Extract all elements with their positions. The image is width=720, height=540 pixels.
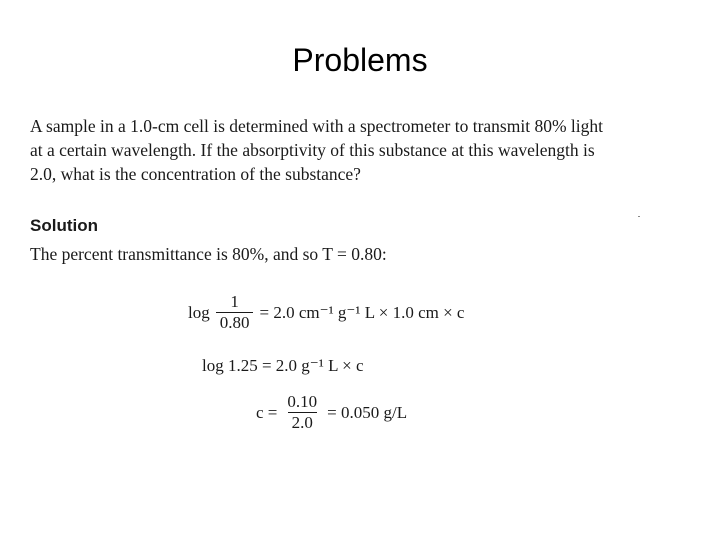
equation-1 <box>188 292 464 333</box>
problem-statement <box>30 114 698 186</box>
equation-3-denominator: 2.0 <box>288 412 317 433</box>
problem-line: 2.0, what is the concentration of the substance? <box>30 164 361 184</box>
page-title: Problems <box>292 42 428 78</box>
scan-speck <box>638 216 640 217</box>
equation-2: log 1.25 = 2.0 g⁻¹ L × c <box>202 356 364 375</box>
problem-line: at a certain wavelength. If the absorptivity of this substance at this wavelength is <box>30 140 595 160</box>
solution-heading: Solution <box>30 216 98 235</box>
equation-1-denominator: 0.80 <box>216 312 254 333</box>
equation-3-rhs: = 0.050 g/L <box>327 402 408 422</box>
equation-1-fraction <box>216 292 254 333</box>
equation-1-rhs: = 2.0 cm⁻¹ g⁻¹ L × 1.0 cm × c <box>259 302 465 322</box>
equation-3-fraction <box>283 392 321 433</box>
equation-3-lhs: c = <box>256 402 278 422</box>
equation-1-numerator: 1 <box>230 292 239 311</box>
problem-line: A sample in a 1.0-cm cell is determined with a spectrometer to transmit 80% light <box>30 116 603 136</box>
equation-1-lhs: log <box>188 302 210 322</box>
solution-text: The percent transmittance is 80%, and so T = 0.80: <box>30 244 387 264</box>
equation-3 <box>256 392 407 433</box>
equation-3-numerator: 0.10 <box>287 392 318 411</box>
